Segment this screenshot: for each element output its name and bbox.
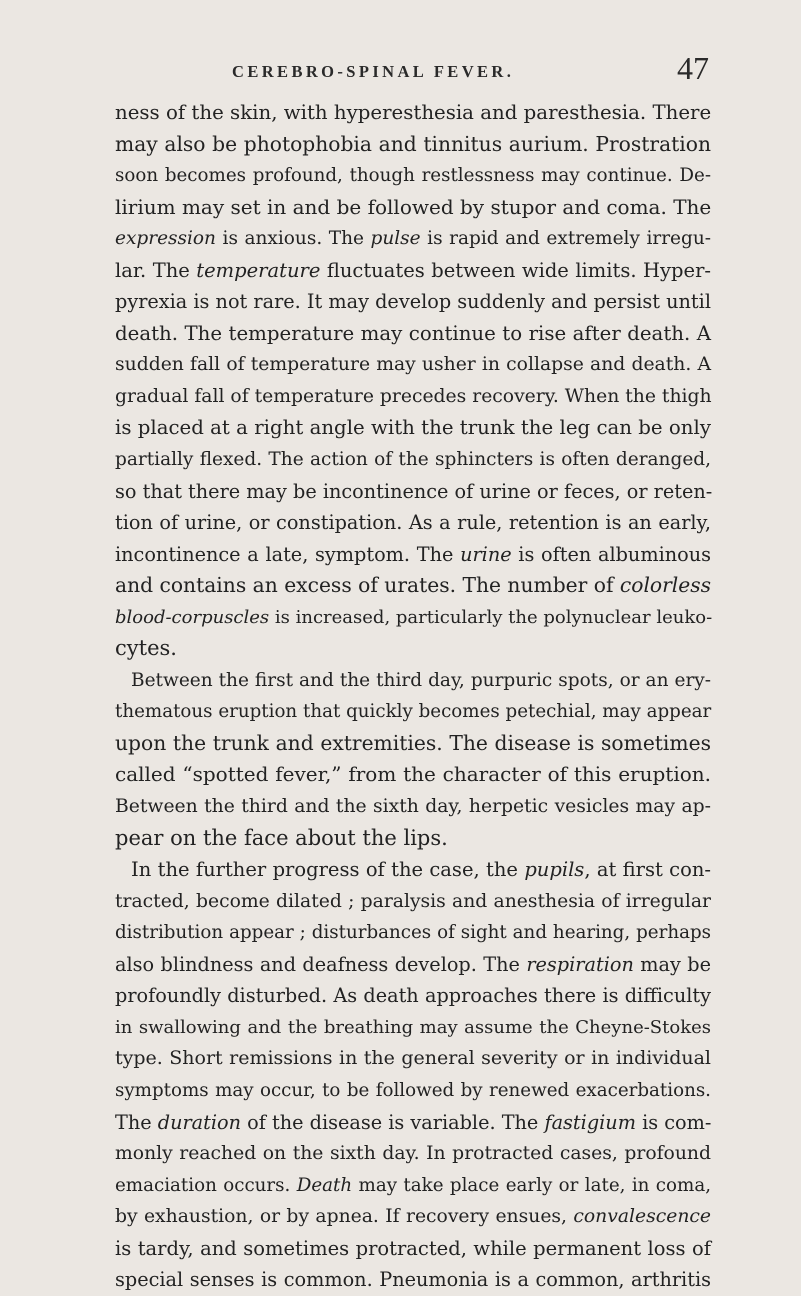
- text-line: [115, 286, 711, 318]
- text-segment: , at first con-: [584, 858, 711, 882]
- italic-term: temperature: [196, 258, 321, 282]
- italic-term: expression: [115, 228, 216, 250]
- text-line: [115, 633, 711, 665]
- text-line: [115, 1012, 711, 1044]
- text-line: [115, 791, 711, 823]
- text-segment: is rapid and extremely irregu-: [420, 228, 712, 250]
- running-title: CEREBRO-SPINAL FEVER.: [232, 62, 515, 81]
- text-line: [115, 1170, 711, 1202]
- text-segment: is often albuminous: [511, 542, 711, 566]
- text-segment: lar. The: [115, 258, 197, 282]
- text-segment: by exhaustion, or by apnea. If recovery ensues,: [115, 1206, 574, 1228]
- text-line: [115, 255, 711, 287]
- italic-term: respiration: [526, 952, 634, 976]
- text-segment: upon the trunk and extremities. The disease is sometimes: [115, 730, 711, 755]
- text-line: [115, 349, 711, 381]
- body-text: [115, 97, 711, 1296]
- text-segment: is tardy, and sometimes protracted, while permanent loss of: [115, 1236, 711, 1260]
- text-segment: may be: [633, 952, 711, 976]
- text-segment: tracted, become dilated ; paralysis and anesthesia of irregular: [115, 890, 711, 912]
- text-segment: distribution appear ; disturbances of sight and hearing, perhaps: [115, 922, 711, 944]
- text-line: [115, 602, 711, 634]
- text-line: [115, 97, 711, 129]
- text-segment: may take place early or late, in coma,: [352, 1174, 712, 1196]
- text-segment: ness of the skin, with hyperesthesia and paresthesia. There: [115, 101, 712, 124]
- text-segment: symptoms may occur, to be followed by renewed exacerbations.: [115, 1079, 711, 1101]
- page-number: 47: [677, 50, 709, 86]
- text-line: [115, 1043, 711, 1075]
- italic-term: fastigium: [544, 1110, 636, 1134]
- text-segment: in swallowing and the breathing may assume the Cheyne-Stokes: [115, 1016, 711, 1038]
- text-segment: incontinence a late, symptom. The: [115, 542, 461, 566]
- text-line: [115, 823, 711, 855]
- italic-term: pupils: [524, 858, 585, 882]
- text-segment: tion of urine, or constipation. As a rule, retention is an early,: [115, 511, 711, 535]
- text-line: [115, 129, 711, 161]
- text-line: [115, 696, 711, 728]
- text-segment: lirium may set in and be followed by stupor and coma. The: [115, 194, 712, 219]
- text-segment: profoundly disturbed. As death approaches there is difficulty: [115, 984, 711, 1008]
- text-line: [115, 1233, 711, 1265]
- italic-term: urine: [460, 542, 512, 566]
- text-segment: In the further progress of the case, the: [131, 858, 525, 882]
- text-line: [115, 728, 711, 760]
- italic-term: duration: [157, 1110, 242, 1134]
- text-line: [115, 539, 711, 571]
- text-line: [115, 1201, 711, 1233]
- text-segment: cytes.: [115, 636, 177, 661]
- text-line: [115, 949, 711, 981]
- text-segment: emaciation occurs.: [115, 1174, 297, 1196]
- text-segment: pyrexia is not rare. It may develop suddenly and persist until: [115, 290, 711, 314]
- text-segment: Between the first and the third day, purpuric spots, or an ery-: [131, 669, 711, 691]
- text-line: [115, 854, 711, 886]
- text-line: [115, 476, 711, 508]
- italic-term: pulse: [370, 228, 421, 250]
- italic-term: colorless: [619, 573, 712, 598]
- italic-term: blood-corpuscles: [115, 606, 270, 628]
- text-line: [115, 381, 711, 413]
- text-segment: called “spotted fever,” from the character of this eruption.: [115, 762, 711, 787]
- text-segment: special senses is common. Pneumonia is a common, arthritis: [115, 1268, 711, 1292]
- text-line: [115, 570, 711, 602]
- text-line: [115, 160, 711, 192]
- text-line: [115, 444, 711, 476]
- running-head: [0, 50, 801, 90]
- text-segment: death. The temperature may continue to rise after death. A: [115, 321, 711, 345]
- text-line: [115, 1107, 711, 1139]
- text-line: [115, 223, 711, 255]
- text-line: [115, 192, 711, 224]
- text-segment: partially flexed. The action of the sphincters is often deranged,: [115, 449, 711, 471]
- text-line: [115, 980, 711, 1012]
- text-line: [115, 759, 711, 791]
- text-segment: is placed at a right angle with the trunk the leg can be only: [115, 416, 711, 440]
- text-segment: and contains an excess of urates. The number of: [115, 573, 620, 598]
- text-segment: gradual fall of temperature precedes recovery. When the thigh: [115, 385, 712, 407]
- italic-term: Death: [296, 1174, 353, 1196]
- text-segment: pear on the face about the lips.: [115, 825, 448, 850]
- italic-term: convalescence: [573, 1206, 711, 1228]
- text-segment: The: [115, 1110, 158, 1134]
- text-line: [115, 1075, 711, 1107]
- text-segment: type. Short remissions in the general severity or in individual: [115, 1047, 711, 1070]
- text-segment: is com-: [635, 1110, 712, 1134]
- text-segment: soon becomes profound, though restlessness may continue. De-: [115, 165, 711, 187]
- text-line: [115, 507, 711, 539]
- text-segment: Between the third and the sixth day, herpetic vesicles may ap-: [115, 796, 711, 818]
- text-segment: also blindness and deafness develop. The: [115, 952, 527, 976]
- text-segment: is increased, particularly the polynuclear leuko-: [269, 606, 713, 628]
- text-segment: is anxious. The: [215, 228, 371, 250]
- text-line: [115, 1264, 711, 1296]
- text-segment: of the disease is variable. The: [241, 1110, 545, 1134]
- text-segment: may also be photophobia and tinnitus aurium. Prostration: [115, 131, 711, 156]
- text-line: [115, 886, 711, 918]
- text-segment: monly reached on the sixth day. In protracted cases, profound: [115, 1143, 711, 1165]
- text-line: [115, 318, 711, 350]
- text-line: [115, 917, 711, 949]
- text-segment: so that there may be incontinence of urine or feces, or reten-: [115, 479, 713, 503]
- text-segment: thematous eruption that quickly becomes petechial, may appear: [115, 701, 712, 723]
- text-segment: fluctuates between wide limits. Hyper-: [320, 258, 711, 282]
- text-line: [115, 1138, 711, 1170]
- text-line: [115, 665, 711, 697]
- text-line: [115, 412, 711, 444]
- text-segment: sudden fall of temperature may usher in collapse and death. A: [115, 354, 711, 376]
